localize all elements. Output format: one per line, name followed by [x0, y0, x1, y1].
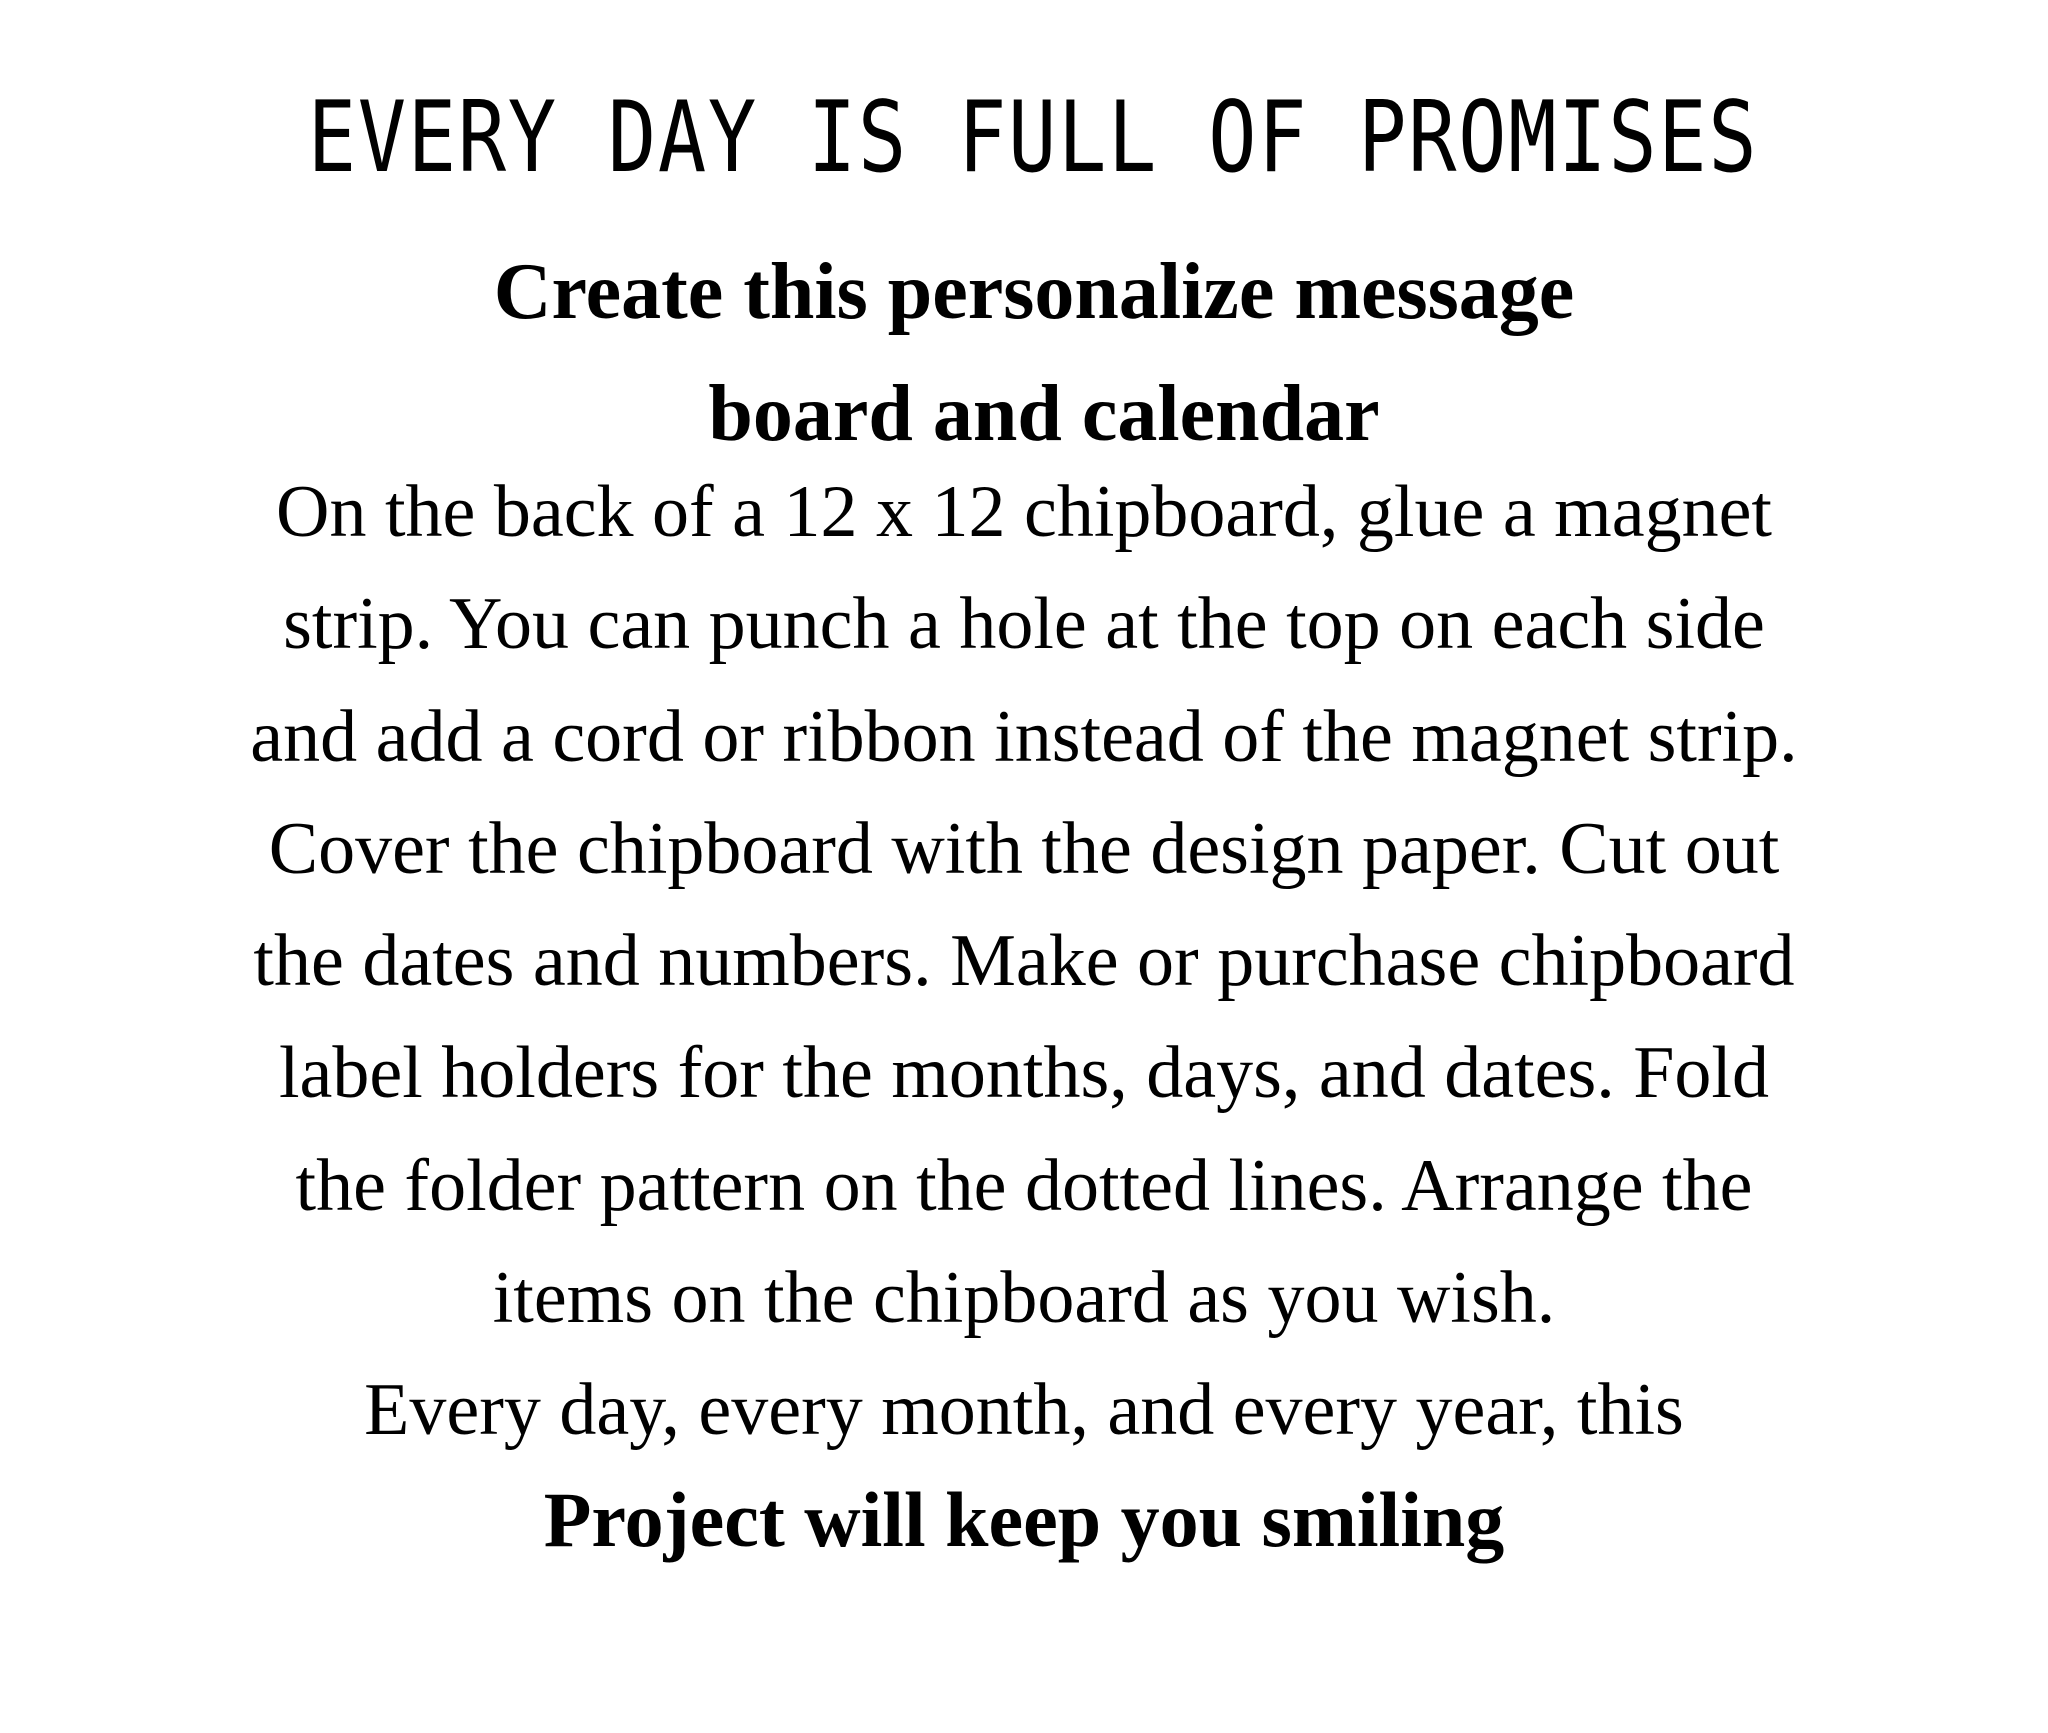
instruction-line: On the back of a 12 x 12 chipboard, glue a magnet: [276, 471, 1772, 553]
closing-line: Project will keep you smiling: [543, 1476, 1505, 1563]
page-title: EVERY DAY IS FULL OF PROMISES: [307, 81, 1759, 195]
instruction-line: the dates and numbers. Make or purchase chipboard: [253, 920, 1795, 1002]
instruction-line: the folder pattern on the dotted lines. Arrange the: [295, 1145, 1753, 1227]
instruction-line: and add a cord or ribbon instead of the magnet strip.: [250, 696, 1798, 778]
instruction-line: Cover the chipboard with the design paper. Cut out: [268, 808, 1780, 890]
instruction-line: Every day, every month, and every year, this: [364, 1369, 1684, 1451]
instruction-line: label holders for the months, days, and dates. Fold: [278, 1032, 1769, 1114]
instruction-line: strip. You can punch a hole at the top on each side: [283, 583, 1765, 665]
subtitle-line-1: Create this personalize message: [493, 248, 1575, 336]
subtitle-line-2: board and calendar: [708, 370, 1380, 458]
instruction-line: items on the chipboard as you wish.: [492, 1257, 1556, 1339]
